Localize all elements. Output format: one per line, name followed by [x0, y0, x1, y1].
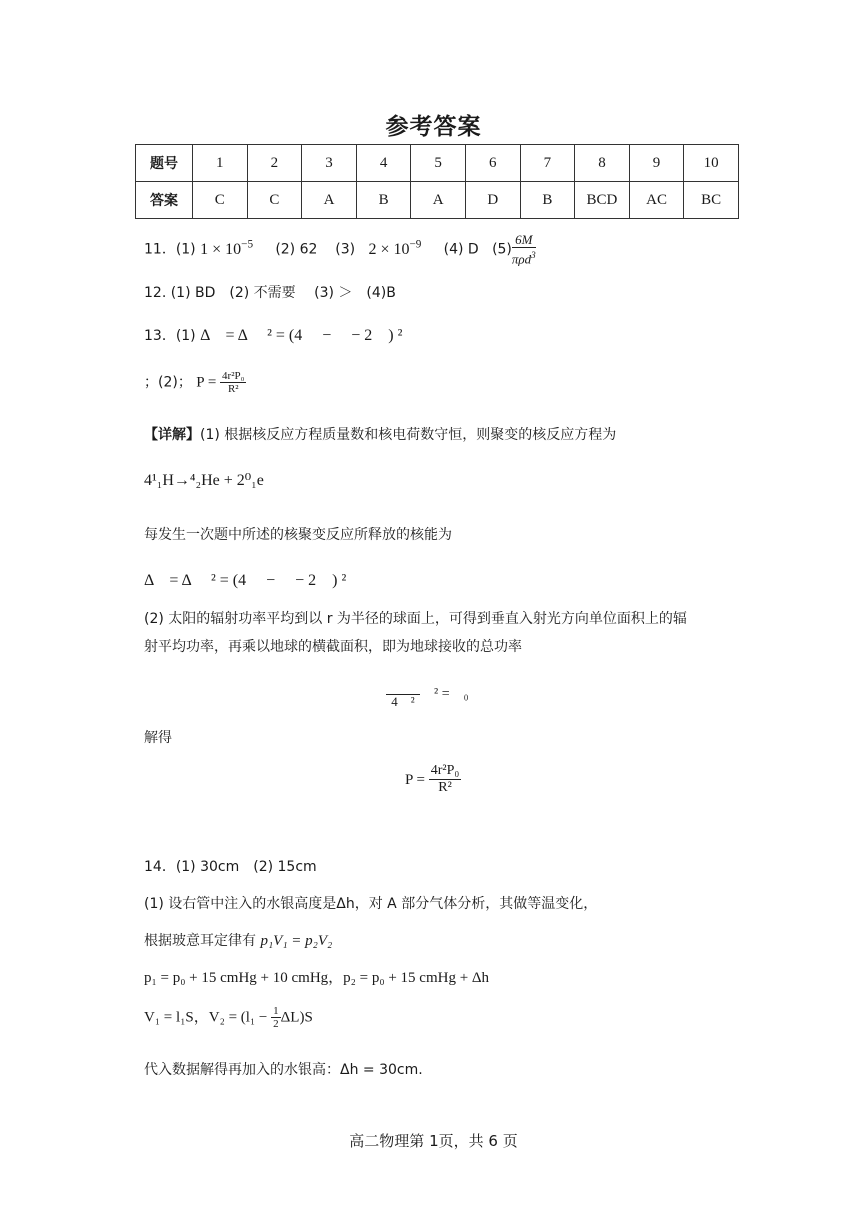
- table-cell: 3: [302, 145, 357, 182]
- table-cell: 5: [411, 145, 466, 182]
- table-cell: C: [193, 182, 248, 219]
- q13-center-eq: 4 ² ² = ₀: [386, 680, 468, 709]
- page-title: 参考答案: [385, 114, 482, 140]
- table-cell: 1: [193, 145, 248, 182]
- table-row: [136, 182, 739, 219]
- table-cell: 9: [629, 145, 684, 182]
- q13-part2-line2: 射平均功率，再乘以地球的横截面积，即为地球接收的总功率: [144, 639, 522, 655]
- table-cell: 10: [684, 145, 739, 182]
- answer-table: [135, 144, 739, 219]
- table-cell: A: [411, 182, 466, 219]
- q14-line3: 根据玻意耳定律有 p₁V₁ = p₂V₂: [144, 933, 333, 949]
- page-footer: 高二物理第 1页，共 6 页: [349, 1132, 518, 1150]
- q13-final-eq: P = $\frac{\text{4r²P₀}}{\text{R²}}$: [405, 763, 460, 795]
- q13-p-fraction: $\frac{\text{4r²P₀}}{\text{R²}}$: [222, 370, 245, 395]
- table-cell: B: [356, 182, 411, 219]
- q13-detail: 【详解】(1) 根据核反应方程质量数和核电荷数守恒，则聚变的核反应方程为: [144, 427, 617, 443]
- q11-p5: (5): [492, 241, 512, 258]
- q13-part2-line1: (2) 太阳的辐射功率平均到以 r 为半径的球面上，可得到垂直入射光方向单位面积上的辐: [144, 611, 687, 627]
- table-cell: B: [520, 182, 575, 219]
- q11-p4: (4) D: [443, 241, 479, 258]
- q13-energy-text: 每发生一次题中所述的核聚变反应所释放的核能为: [144, 527, 452, 543]
- table-cell: A: [302, 182, 357, 219]
- q14-line4: p₁ = p₀ + 15 cmHg + 10 cmHg，p₂ = p₀ + 15 cmHg + Δh: [144, 970, 490, 986]
- table-cell: BCD: [575, 182, 630, 219]
- q11-answer: [144, 233, 536, 266]
- q11-p2: (2) 62: [275, 241, 318, 258]
- q11-a3: $2 \times 10^{-9}$: [368, 238, 422, 258]
- q11-lead: 11．(1): [144, 241, 201, 258]
- detail-tag: 【详解】: [144, 427, 200, 443]
- table-cell: AC: [629, 182, 684, 219]
- table-header-cell: 题号: [136, 145, 193, 182]
- q14-line2: (1) 设右管中注入的水银高度是Δh，对 A 部分气体分析，其做等温变化，: [144, 896, 598, 912]
- q14-line6: 代入数据解得再加入的水银高：Δh = 30cm.: [144, 1062, 423, 1078]
- table-header-cell: 答案: [136, 182, 193, 219]
- q13-energy-eq: Δ = Δ ² = (4 − − 2 ) ²: [144, 572, 347, 589]
- table-cell: BC: [684, 182, 739, 219]
- q13-line2: ；(2)； P = $\frac{\text{4r²P₀}}{\text{R²}}$: [144, 370, 245, 395]
- table-cell: 6: [465, 145, 520, 182]
- q14-line5: V₁ = l₁S，V₂ = (l₁ − $\frac{1}{2}$ ΔL)S: [144, 1005, 313, 1030]
- q13-line1: 13．(1) Δ = Δ ² = (4 − − 2 ) ²: [144, 327, 403, 344]
- table-cell: 7: [520, 145, 575, 182]
- q13-reaction: 4¹₁H→⁴₂He + 2⁰₁e: [144, 472, 264, 489]
- q14-line1: 14．(1) 30cm (2) 15cm: [144, 859, 317, 875]
- table-cell: 8: [575, 145, 630, 182]
- table-cell: 4: [356, 145, 411, 182]
- table-cell: 2: [247, 145, 302, 182]
- q13-solve: 解得: [144, 730, 172, 746]
- q11-fraction: $\frac{6M}{\pi\rho d^3}$: [511, 232, 536, 267]
- q11-p3: (3): [335, 241, 356, 258]
- table-row: [136, 145, 739, 182]
- table-cell: D: [465, 182, 520, 219]
- table-cell: C: [247, 182, 302, 219]
- q11-a1: $1 \times 10^{-5}$: [200, 238, 254, 258]
- q12-answer: 12. (1) BD (2) 不需要 (3) ＞ (4)B: [144, 285, 396, 301]
